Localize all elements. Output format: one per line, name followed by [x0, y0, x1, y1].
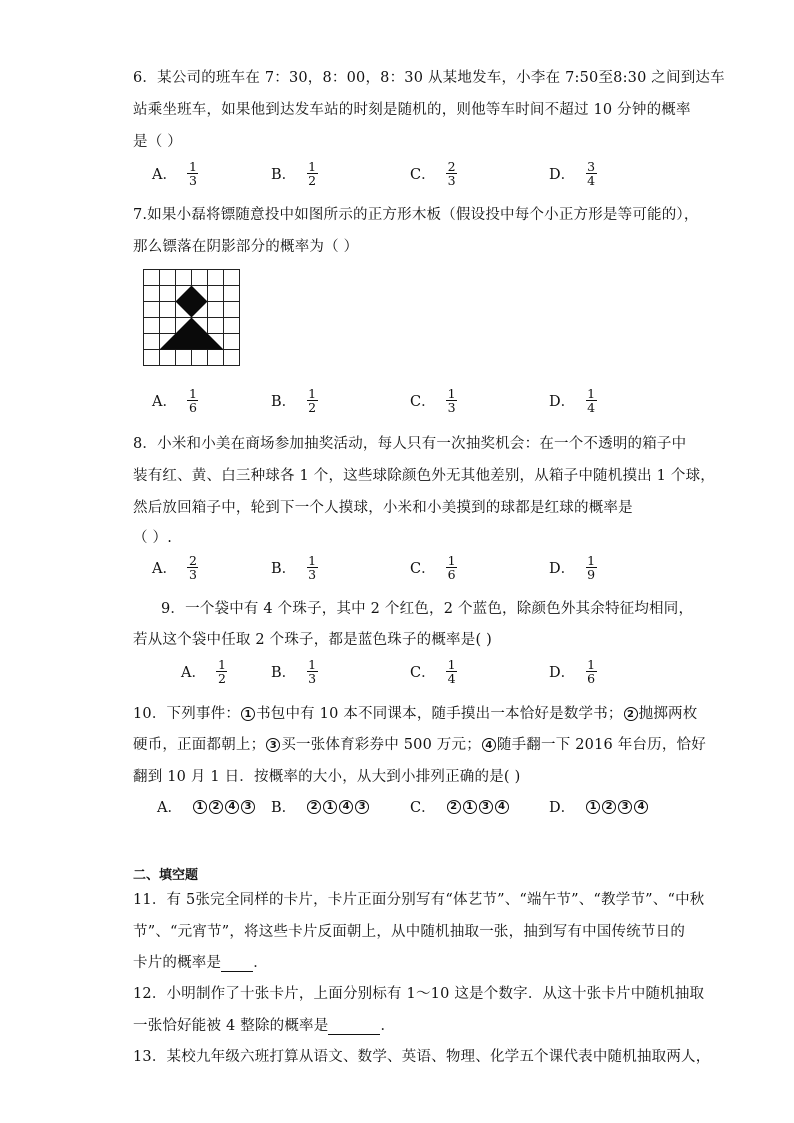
circled-number: 1	[241, 707, 255, 721]
q9-option-a[interactable]: A． $\frac{1}{2}$	[181, 657, 226, 686]
circled-number: 3	[241, 800, 255, 814]
circled-number: 2	[447, 800, 461, 814]
fraction: $\frac{3}{4}$	[587, 159, 596, 188]
q11-line-1: 11．有 5张完全同样的卡片，卡片正面分别写有“体艺节”、“端午节”、“教学节”、“中秋	[133, 892, 705, 908]
section-title-fill-in: 二、填空题	[133, 868, 199, 883]
circled-number: 4	[225, 800, 239, 814]
fraction: $\frac{1}{9}$	[587, 553, 596, 582]
fraction: $\frac{1}{3}$	[188, 159, 197, 188]
answer-blank[interactable]	[221, 955, 253, 972]
q9-line-1: 9．一个袋中有 4 个珠子，其中 2 个红色，2 个蓝色，除颜色外其余特征均相同，	[161, 601, 694, 617]
q11-line-2: 节”、“元宵节”，将这些卡片反面朝上，从中随机抽取一张，抽到写有中国传统节日的	[133, 924, 686, 940]
q12-line-1: 12．小明制作了十张卡片，上面分别标有 1～10 这是个数字．从这十张卡片中随机抽取	[133, 986, 705, 1002]
q7-option-b[interactable]: B． $\frac{1}{2}$	[271, 386, 317, 415]
circled-number: 3	[355, 800, 369, 814]
q10-line-3: 翻到 10 月 1 日．按概率的大小，从大到小排列正确的是( )	[133, 769, 521, 785]
fraction: $\frac{1}{3}$	[308, 657, 317, 686]
fraction: $\frac{2}{3}$	[447, 159, 456, 188]
dartboard-grid-figure	[143, 269, 243, 369]
fraction: $\frac{1}{6}$	[447, 553, 456, 582]
q7-option-a[interactable]: A． $\frac{1}{6}$	[152, 386, 197, 415]
q8-line-3: 然后放回箱子中，轮到下一个人摸球，小米和小美摸到的球都是红球的概率是	[133, 500, 633, 516]
q6-line-3: 是（ ）	[133, 134, 182, 150]
q9-line-2: 若从这个袋中任取 2 个珠子，都是蓝色珠子的概率是( )	[133, 632, 492, 648]
circled-number: 4	[495, 800, 509, 814]
answer-blank[interactable]	[328, 1018, 380, 1035]
q6-line-1: 6．某公司的班车在 7：30，8：00，8：30 从某地发车，小李在 7:50至8:30 之间到达车	[133, 70, 725, 86]
fraction: $\frac{1}{4}$	[447, 657, 456, 686]
q9-option-d[interactable]: D． $\frac{1}{6}$	[549, 657, 596, 686]
circled-number: 3	[479, 800, 493, 814]
circled-number: 3	[618, 800, 632, 814]
fraction: $\frac{1}{6}$	[587, 657, 596, 686]
circled-number: 2	[624, 707, 638, 721]
circled-number: 2	[602, 800, 616, 814]
q8-line-1: 8．小米和小美在商场参加抽奖活动，每人只有一次抽奖机会：在一个不透明的箱子中	[133, 436, 687, 452]
circled-number: 2	[307, 800, 321, 814]
q8-option-c[interactable]: C． $\frac{1}{6}$	[410, 553, 456, 582]
q7-line-2: 那么镖落在阴影部分的概率为（ ）	[133, 239, 359, 255]
fraction: $\frac{1}{6}$	[188, 386, 197, 415]
fraction: $\frac{1}{2}$	[217, 657, 226, 686]
q13-line-1: 13．某校九年级六班打算从语文、数学、英语、物理、化学五个课代表中随机抽取两人，	[133, 1049, 711, 1065]
q8-option-d[interactable]: D． $\frac{1}{9}$	[549, 553, 596, 582]
circled-number: 4	[634, 800, 648, 814]
q7-option-d[interactable]: D． $\frac{1}{4}$	[549, 386, 596, 415]
q8-option-a[interactable]: A． $\frac{2}{3}$	[152, 553, 197, 582]
q10-option-a[interactable]: A． 1 2 4 3	[157, 796, 256, 817]
q7-option-c[interactable]: C． $\frac{1}{3}$	[410, 386, 456, 415]
q9-option-c[interactable]: C． $\frac{1}{4}$	[410, 657, 456, 686]
circled-number: 4	[339, 800, 353, 814]
fraction: $\frac{1}{2}$	[308, 386, 317, 415]
q12-line-2: 一张恰好能被 4 整除的概率是 ．	[133, 1018, 396, 1034]
fraction: $\frac{1}{3}$	[308, 553, 317, 582]
q8-line-2: 装有红、黄、白三种球各 1 个，这些球除颜色外无其他差别，从箱子中随机摸出 1 个球，	[133, 468, 715, 484]
q10-option-d[interactable]: D． 1 2 3 4	[549, 796, 649, 817]
shaded-diamond	[176, 286, 208, 318]
q9-option-b[interactable]: B． $\frac{1}{3}$	[271, 657, 317, 686]
circled-number: 1	[463, 800, 477, 814]
circled-number: 2	[209, 800, 223, 814]
fraction: $\frac{1}{2}$	[308, 159, 317, 188]
circled-number: 4	[482, 738, 496, 752]
q10-line-1: 10．下列事件： 1 书包中有 10 本不同课本，随手摸出一本恰好是数学书； 2 抛掷两枚	[133, 706, 698, 722]
q7-line-1: 7.如果小磊将镖随意投中如图所示的正方形木板（假设投中每个小正方形是等可能的），	[133, 207, 699, 223]
q11-line-3: 卡片的概率是 ．	[133, 955, 268, 971]
q8-line-4: （ ）.	[133, 530, 173, 546]
q10-option-b[interactable]: B． 2 1 4 3	[271, 796, 370, 817]
q6-option-d[interactable]: D． $\frac{3}{4}$	[549, 159, 596, 188]
q8-option-b[interactable]: B． $\frac{1}{3}$	[271, 553, 317, 582]
q6-line-2: 站乘坐班车，如果他到达发车站的时刻是随机的，则他等车时间不超过 10 分钟的概率	[133, 102, 691, 118]
fraction: $\frac{1}{3}$	[447, 386, 456, 415]
q6-option-c[interactable]: C． $\frac{2}{3}$	[410, 159, 456, 188]
q10-line-2: 硬币，正面都朝上； 3 买一张体育彩券中 500 万元； 4 随手翻一下 2016 年台历，恰好	[133, 737, 706, 753]
circled-number: 1	[586, 800, 600, 814]
fraction: $\frac{1}{4}$	[587, 386, 596, 415]
circled-number: 3	[266, 738, 280, 752]
fraction: $\frac{2}{3}$	[188, 553, 197, 582]
circled-number: 1	[323, 800, 337, 814]
q6-option-b[interactable]: B． $\frac{1}{2}$	[271, 159, 317, 188]
circled-number: 1	[193, 800, 207, 814]
q6-option-a[interactable]: A． $\frac{1}{3}$	[152, 159, 197, 188]
q10-option-c[interactable]: C． 2 1 3 4	[410, 796, 510, 817]
